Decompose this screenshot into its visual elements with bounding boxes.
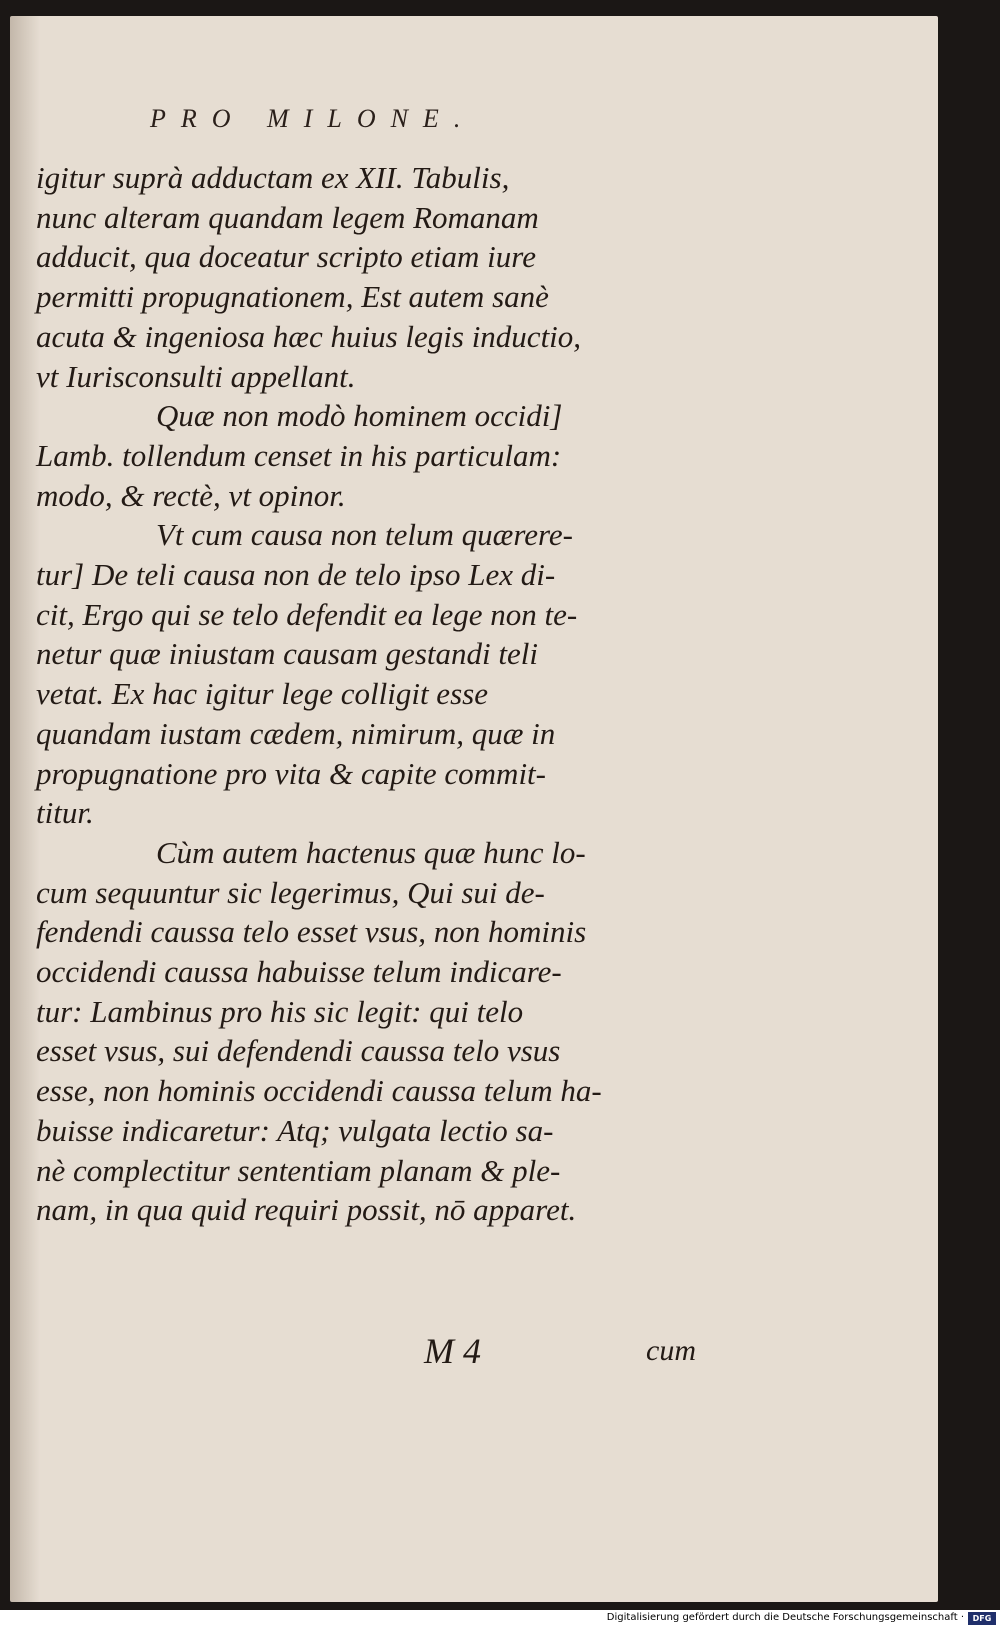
text-line: tur] De teli causa non de telo ipso Lex di- [36, 557, 556, 593]
text-line: nunc alteram quandam legem Romanam [36, 199, 539, 235]
text-line: buisse indicaretur: Atq; vulgata lectio sa- [36, 1112, 554, 1148]
text-line: nè complectitur sententiam planam & ple- [36, 1152, 561, 1188]
text-line: Vt cum causa non telum quærere- [156, 517, 573, 553]
running-head: PRO MILONE. [150, 104, 476, 133]
text-line: Lamb. tollendum censet in his particulam: [36, 437, 562, 473]
signature-mark: M 4 [424, 1331, 481, 1371]
dfg-logo: DFG [968, 1612, 996, 1625]
text-line: vt Iurisconsulti appellant. [36, 358, 356, 394]
text-line: igitur suprà adductam ex XII. Tabulis, [36, 160, 510, 195]
catchword: cum [646, 1334, 696, 1367]
text-line: nam, in qua quid requiri possit, nō apparet. [36, 1192, 577, 1228]
text-line: tur: Lambinus pro his sic legit: qui telo [36, 993, 524, 1029]
text-line: fendendi caussa telo esset vsus, non hominis [36, 914, 587, 950]
text-line: cit, Ergo qui se telo defendit ea lege non te- [36, 596, 578, 632]
text-line: cum sequuntur sic legerimus, Qui sui de- [36, 874, 545, 910]
text-line: quandam iustam cædem, nimirum, quæ in [36, 715, 556, 751]
text-line: adducit, qua doceatur scripto etiam iure [36, 239, 536, 275]
text-line: Quæ non modò hominem occidi] [156, 398, 563, 434]
text-line: acuta & ingeniosa hæc huius legis inductio, [36, 318, 582, 354]
text-line: esse, non hominis occidendi caussa telum ha- [36, 1073, 602, 1109]
text-line: propugnatione pro vita & capite commit- [36, 755, 546, 791]
text-line: Cùm autem hactenus quæ hunc lo- [156, 834, 586, 870]
text-line: modo, & rectè, vt opinor. [36, 477, 346, 513]
text-line: occidendi caussa habuisse telum indicare- [36, 954, 562, 990]
text-line: netur quæ iniustam causam gestandi teli [36, 636, 539, 672]
text-line: esset vsus, sui defendendi caussa telo vsus [36, 1033, 561, 1069]
text-line: titur. [36, 795, 94, 831]
text-line: vetat. Ex hac igitur lege colligit esse [36, 676, 488, 712]
digitization-credit: Digitalisierung gefördert durch die Deutsche Forschungsgemeinschaft · [606, 1612, 964, 1623]
text-line: permitti propugnationem, Est autem sanè [36, 279, 549, 315]
body-text [36, 158, 696, 1230]
